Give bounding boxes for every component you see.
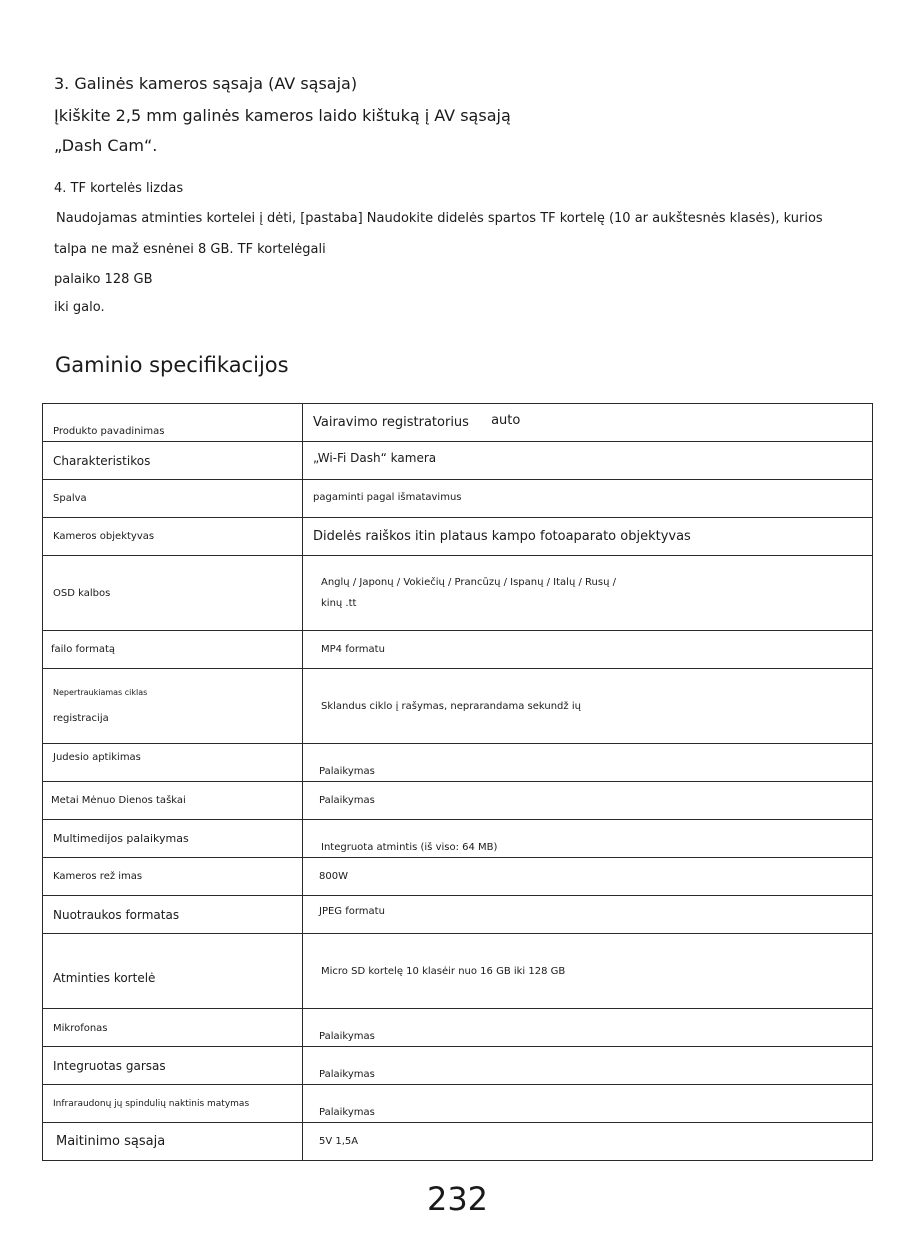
spec-value-extra: kinų .tt: [321, 598, 357, 609]
spec-table: [42, 403, 873, 1161]
spec-label: Multimedijos palaikymas: [43, 820, 303, 858]
spec-value: pagaminti pagal išmatavimus: [303, 480, 873, 518]
table-row: [43, 480, 873, 518]
spec-label: Infraraudonų jų spindulių naktinis matymas: [43, 1085, 303, 1123]
table-row: [43, 631, 873, 669]
spec-value: MP4 formatu: [303, 631, 873, 669]
spec-label: Integruotas garsas: [43, 1047, 303, 1085]
spec-value: Palaikymas: [303, 782, 873, 820]
spec-value: [303, 556, 873, 631]
table-row: [43, 442, 873, 480]
table-row: [43, 744, 873, 782]
table-row: [43, 1047, 873, 1085]
spec-label: [43, 669, 303, 744]
spec-value: Palaikymas: [303, 1047, 873, 1085]
spec-value: „Wi-Fi Dash“ kamera: [303, 442, 873, 480]
spec-label: Produkto pavadinimas: [43, 404, 303, 442]
spec-label: Metai Mėnuo Dienos taškai: [43, 782, 303, 820]
table-row: [43, 934, 873, 1009]
section-3-text-line-2: „Dash Cam“.: [54, 136, 158, 155]
spec-value: 800W: [303, 858, 873, 896]
section-4-text-line-2: talpa ne maž esnėnei 8 GB. TF kortelėgali: [54, 242, 326, 257]
table-row: [43, 1085, 873, 1123]
spec-value: Palaikymas: [303, 1009, 873, 1047]
section-4-title: 4. TF kortelės lizdas: [54, 181, 184, 196]
table-row: [43, 669, 873, 744]
spec-value: Palaikymas: [303, 1085, 873, 1123]
spec-value: Micro SD kortelę 10 klasėir nuo 16 GB iki 128 GB: [303, 934, 873, 1009]
section-3-text-line-1: Įkiškite 2,5 mm galinės kameros laido kištuką į AV sąsają: [54, 106, 511, 125]
spec-value: Sklandus ciklo į rašymas, neprarandama sekundž ių: [303, 669, 873, 744]
section-4-text-line-1: Naudojamas atminties kortelei į dėti, [pastaba] Naudokite didelės spartos TF kortelę (10 ar aukštesnės klasės), kurios: [56, 211, 823, 226]
spec-value: Integruota atmintis (iš viso: 64 MB): [303, 820, 873, 858]
spec-value: Didelės raiškos itin plataus kampo fotoaparato objektyvas: [303, 518, 873, 556]
spec-label-text: Nepertraukiamas ciklas: [53, 688, 148, 697]
spec-label: Spalva: [43, 480, 303, 518]
table-row: [43, 896, 873, 934]
spec-value: Palaikymas: [303, 744, 873, 782]
spec-label: Kameros rež imas: [43, 858, 303, 896]
spec-label: Mikrofonas: [43, 1009, 303, 1047]
section-4-text-line-4: iki galo.: [54, 300, 105, 315]
table-row: [43, 518, 873, 556]
spec-value: JPEG formatu: [303, 896, 873, 934]
table-row: [43, 556, 873, 631]
table-row: [43, 782, 873, 820]
table-row: [43, 1009, 873, 1047]
table-row: [43, 1123, 873, 1161]
spec-value-text: Vairavimo registratorius: [313, 415, 469, 430]
spec-label: OSD kalbos: [43, 556, 303, 631]
spec-label: Charakteristikos: [43, 442, 303, 480]
spec-value: 5V 1,5A: [303, 1123, 873, 1161]
spec-label: failo formatą: [43, 631, 303, 669]
spec-value: [303, 404, 873, 442]
section-4-text-line-3: palaiko 128 GB: [54, 272, 153, 287]
spec-value-extra: auto: [491, 413, 521, 428]
table-row: [43, 404, 873, 442]
spec-label-extra: registracija: [53, 713, 109, 724]
section-3-title: 3. Galinės kameros sąsaja (AV sąsaja): [54, 74, 358, 93]
spec-label: Judesio aptikimas: [43, 744, 303, 782]
table-row: [43, 858, 873, 896]
spec-label: Nuotraukos formatas: [43, 896, 303, 934]
spec-value-text: Anglų / Japonų / Vokiečių / Prancūzų / Ispanų / Italų / Rusų /: [321, 577, 616, 588]
spec-label: Atminties kortelė: [43, 934, 303, 1009]
page-number: 232: [426, 1180, 489, 1218]
spec-heading: Gaminio specifikacijos: [55, 353, 289, 377]
table-row: [43, 820, 873, 858]
spec-label: Maitinimo sąsaja: [43, 1123, 303, 1161]
spec-label: Kameros objektyvas: [43, 518, 303, 556]
